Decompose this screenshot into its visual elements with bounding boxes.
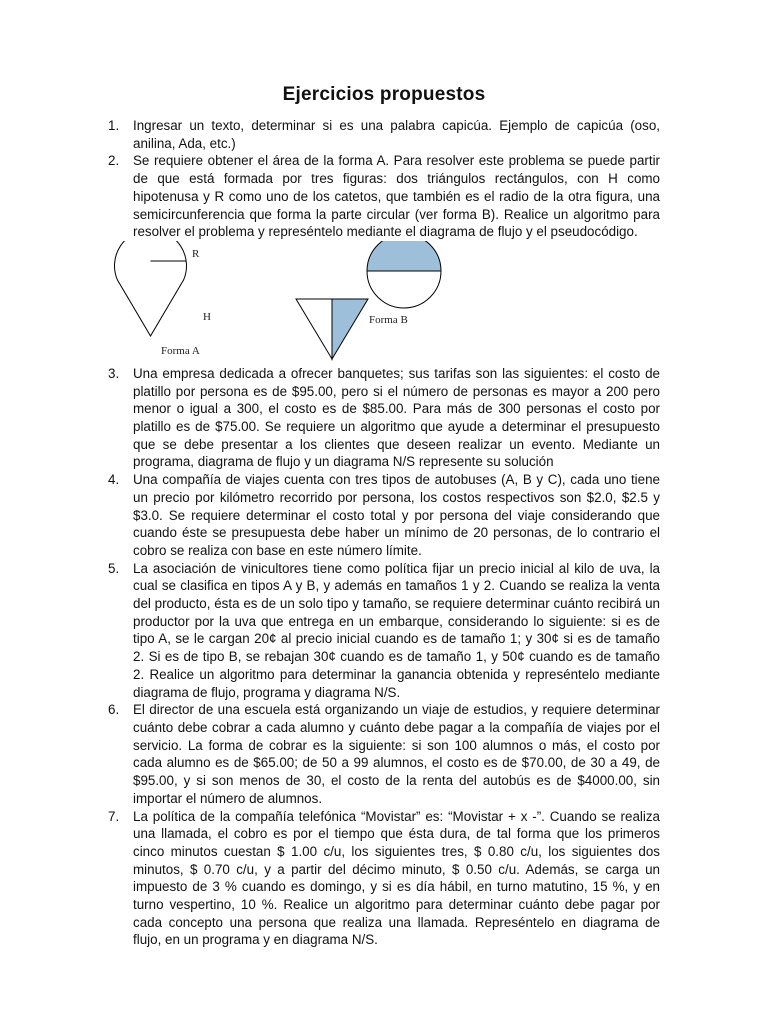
forma-b-label: Forma B: [369, 313, 408, 326]
hypotenuse-label: H: [203, 310, 211, 323]
radius-label: R: [192, 247, 200, 260]
exercise-number: 3.: [108, 365, 120, 381]
forma-a-label: Forma A: [161, 344, 200, 357]
exercise-item: [108, 701, 660, 807]
forma-b-figure: [296, 241, 441, 359]
exercise-text: La asociación de vinicultores tiene como política fijar un precio inicial al kilo de uva, la cual se clasifica en tipos A y B, y además en tamaños 1 y 2. Cuando se realiza la venta del producto, ésta es de un solo tipo y tamaño, se requiere determinar cuánto recibirá un productor por la uva que entrega en un embarque, considerando lo siguiente: si es de tipo A, se le cargan 20¢ al precio inicial cuando es de tamaño 1; y 30¢ si es de tamaño 2. Si es de tipo B, se rebajan 30¢ cuando es de tamaño 1, y 50¢ cuando es de tamaño 2. Realice un algoritmo para determinar la ganancia obtenida y represéntelo mediante diagrama de flujo, programa y diagrama N/S.: [133, 560, 660, 700]
exercise-item: [108, 117, 660, 152]
exercise-text: Una compañía de viajes cuenta con tres tipos de autobuses (A, B y C), cada uno tiene un precio por kilómetro recorrido por persona, los costos respectivos son $2.0, $2.5 y $3.0. Se requiere determinar el costo total y por persona del viaje considerando que cuando éste se presupuesta debe haber un mínimo de 20 personas, de lo contrario el cobro se realiza con base en este número límite.: [133, 472, 660, 558]
page-title: Ejercicios propuestos: [282, 84, 486, 105]
left-triangle: [296, 299, 332, 359]
exercise-list: [108, 117, 660, 949]
forma-a-figure: [115, 241, 212, 357]
right-triangle: [332, 299, 368, 359]
exercise-item: [108, 560, 660, 702]
shape-figures: [108, 241, 660, 365]
exercise-number: 7.: [108, 808, 120, 824]
exercise-text: Una empresa dedicada a ofrecer banquetes; sus tarifas son las siguientes: el costo de platillo por persona es de $95.00, pero si el número de personas es mayor a 200 pero menor o igual a 300, el costo es de $85.00. Para más de 300 personas el costo por platillo es de $75.00. Se requiere un algoritmo que ayude a determinar el presupuesto que se debe presentar a los clientes que deseen realizar un evento. Mediante un programa, diagrama de flujo y un diagrama N/S represente su solución: [133, 365, 660, 470]
exercise-text: La política de la compañía telefónica “Movistar” es: “Movistar + x -”. Cuando se realiza una llamada, el cobro es por el tiempo que ésta dura, de tal forma que los primeros cinco minutos cuestan $ 1.00 c/u, los siguientes tres, $ 0.80 c/u, los siguientes dos minutos, $ 0.70 c/u, y a partir del décimo minuto, $ 0.50 c/u. Además, se carga un impuesto de 3 % cuando es domingo, y si es día hábil, en turno matutino, 15 %, y en turno vespertino, 10 %. Realice un algoritmo para determinar cuánto debe pagar por cada concepto una persona que realiza una llamada. Represéntelo en diagrama de flujo, en un programa y en diagrama N/S.: [133, 808, 660, 948]
exercise-text: Ingresar un texto, determinar si es una palabra capicúa. Ejemplo de capicúa (oso, anilina, Ada, etc.): [133, 118, 660, 151]
exercise-number: 1.: [108, 118, 120, 133]
exercise-item: [108, 471, 660, 560]
upper-semicircle: [367, 241, 441, 271]
teardrop-shape: [115, 241, 187, 336]
shapes-diagram: [108, 241, 660, 365]
exercise-item: [108, 365, 660, 471]
exercise-number: 6.: [108, 702, 120, 718]
exercise-number: 5.: [108, 560, 120, 576]
exercise-item: [108, 808, 660, 950]
exercise-text: El director de una escuela está organizando un viaje de estudios, y requiere determinar cuánto debe cobrar a cada alumno y cuánto debe pagar a la compañía de viajes por el servicio. La forma de cobrar es la siguiente: si son 100 alumnos o más, el costo por cada alumno es de $65.00; de 50 a 99 alumnos, el costo es de $70.00, de 30 a 49, de $95.00, y si son menos de 30, el costo de la renta del autobús es de $4000.00, sin importar el número de alumnos.: [133, 702, 660, 806]
exercise-number: 2.: [108, 153, 120, 169]
exercise-item: [108, 152, 660, 241]
exercise-text: Se requiere obtener el área de la forma A. Para resolver este problema se puede partir de que está formada por tres figuras: dos triángulos rectángulos, con H como hipotenusa y R como uno de los catetos, que también es el radio de la otra figura, una semicircunferencia que forma la parte circular (ver forma B). Realice un algoritmo para resolver el problema y represéntelo mediante el diagrama de flujo y el pseudocódigo.: [133, 153, 660, 240]
exercise-number: 4.: [108, 472, 120, 488]
